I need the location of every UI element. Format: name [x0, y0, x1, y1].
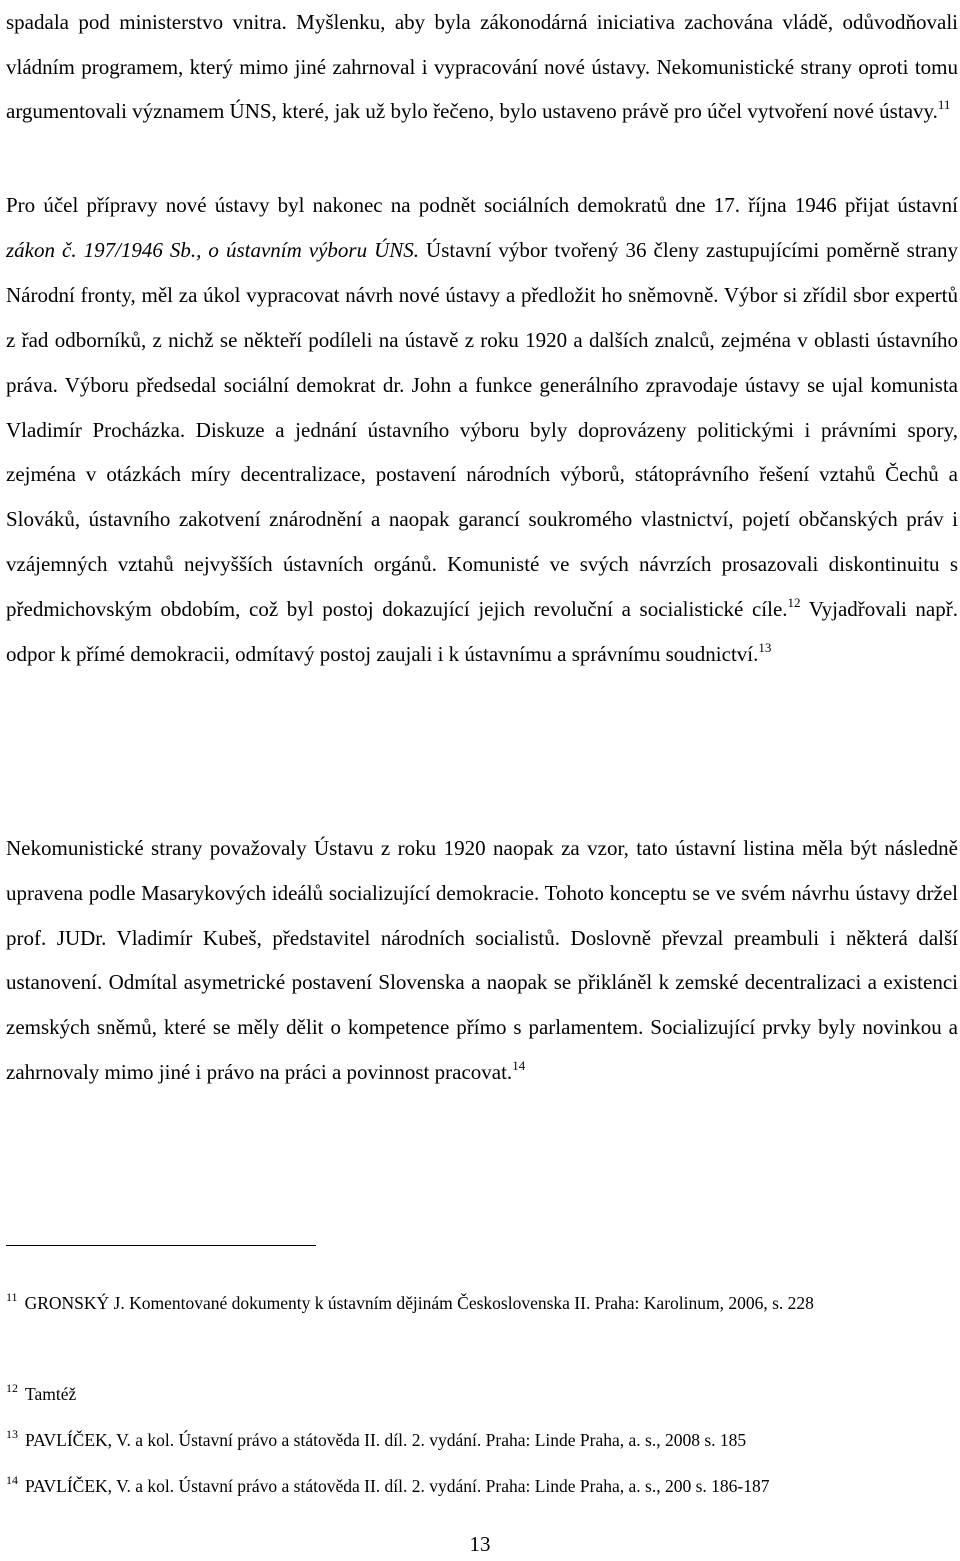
paragraph-2-text-start: Pro účel přípravy nové ústavy byl nakonec na podnět sociálních demokratů dne 17. října 1946 přijat ústavní: [6, 193, 958, 217]
footnote-ref-11[interactable]: 11: [937, 97, 951, 113]
footnote-13-text: PAVLÍČEK, V. a kol. Ústavní právo a státověda II. díl. 2. vydání. Praha: Linde Praha, a. s., 2008 s. 185: [25, 1430, 747, 1450]
footnote-ref-13[interactable]: 13: [758, 640, 772, 656]
law-citation: zákon č. 197/1946 Sb., o ústavním výboru ÚNS.: [6, 237, 420, 262]
document-page: [6, 0, 958, 1561]
footnote-12: [6, 1377, 958, 1411]
footnote-13: [6, 1423, 958, 1457]
paragraph-1: [6, 0, 958, 134]
footnote-14-text: PAVLÍČEK, V. a kol. Ústavní právo a státověda II. díl. 2. vydání. Praha: Linde Praha, a. s., 200 s. 186-187: [25, 1476, 770, 1496]
footnote-12-number: 12: [6, 1381, 18, 1395]
footnote-ref-12[interactable]: 12: [787, 595, 801, 611]
footnote-12-text: Tamtéž: [25, 1384, 77, 1404]
footnote-11: [6, 1286, 958, 1320]
paragraph-1-text: spadala pod ministerstvo vnitra. Myšlenku, aby byla zákonodárná iniciativa zachována vládě, odůvodňovali vládním programem, který mimo jiné zahrnoval i vypracování nové ústavy. Nekomunistické strany oproti tomu argumentovali významem ÚNS, které, jak už bylo řečeno, bylo ustaveno právě pro účel vytvoření nové ústavy.: [6, 10, 958, 124]
footnote-separator: [6, 1245, 316, 1246]
paragraph-2-text-middle: Ústavní výbor tvořený 36 členy zastupujícími poměrně strany Národní fronty, měl za úkol vypracovat návrh nové ústavy a předložit ho sněmovně. Výbor si zřídil sbor expertů z řad odborníků, z nichž se někteří podíleli na ústavě z roku 1920 a dalších znalců, zejména v oblasti ústavního práva. Výboru předsedal sociální demokrat dr. John a funkce generálního zpravodaje ústavy se ujal komunista Vladimír Procházka. Diskuze a jednání ústavního výboru byly doprovázeny politickými i právními spory, zejména v otázkách míry decentralizace, postavení národních výborů, státoprávního řešení vztahů Čechů a Slováků, ústavního zakotvení znárodnění a naopak garancí soukromého vlastnictví, pojetí občanských práv i vzájemných vztahů nejvyšších ústavních orgánů. Komunisté ve svých návrzích prosazovali diskontinuitu s předmichovským obdobím, což byl postoj dokazující jejich revoluční a socialistické cíle.: [6, 237, 958, 622]
page-number: 13: [469, 1532, 491, 1556]
footnote-13-number: 13: [6, 1427, 18, 1441]
footnote-ref-14[interactable]: 14: [512, 1057, 526, 1073]
paragraph-2-text-end: Vyjadřovali např. odpor k přímé demokracii, odmítavý postoj zaujali i k ústavnímu a správnímu soudnictví.: [6, 597, 958, 667]
paragraph-3-text: Nekomunistické strany považovaly Ústavu z roku 1920 naopak za vzor, tato ústavní listina měla být následně upravena podle Masarykových ideálů socializující demokracie. Tohoto konceptu se ve svém návrhu ústavy držel prof. JUDr. Vladimír Kubeš, představitel národních socialistů. Doslovně převzal preambuli i některá další ustanovení. Odmítal asymetrické postavení Slovenska a naopak se přikláněl k zemské decentralizaci a existenci zemských sněmů, které se měly dělit o kompetence přímo s parlamentem. Socializující prvky byly novinkou a zahrnovaly mimo jiné i právo na práci a povinnost pracovat.: [6, 836, 958, 1084]
paragraph-2: [6, 183, 958, 677]
footnote-14-number: 14: [6, 1473, 18, 1487]
footnote-14: [6, 1469, 958, 1503]
footnote-11-number: 11: [6, 1290, 18, 1304]
paragraph-3: [6, 826, 958, 1095]
footnote-11-text: GRONSKÝ J. Komentované dokumenty k ústavním dějinám Československa II. Praha: Karolinum, 2006, s. 228: [24, 1293, 814, 1313]
